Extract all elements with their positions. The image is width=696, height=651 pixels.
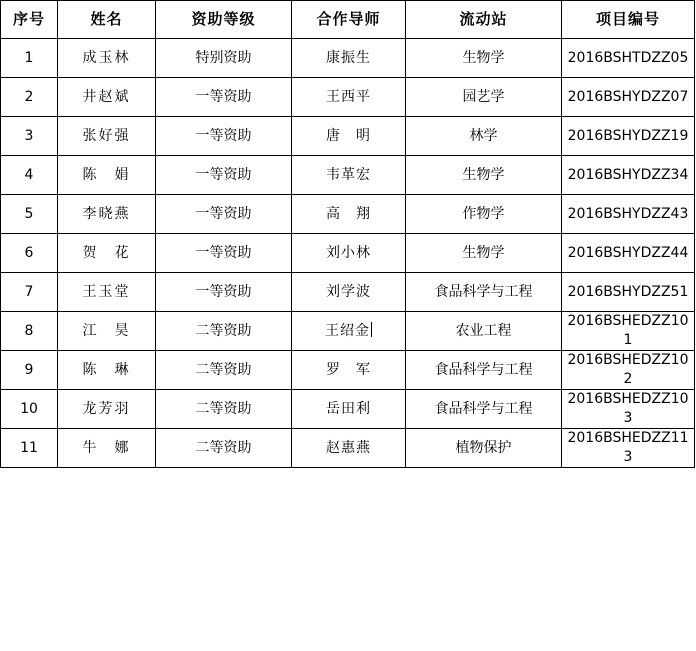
table-row	[1, 390, 695, 429]
cell-mentor: 唐 明	[292, 117, 406, 156]
cell-name: 王玉堂	[58, 273, 156, 312]
cell-level: 一等资助	[156, 273, 292, 312]
cell-index: 7	[1, 273, 58, 312]
cell-mentor: 岳田利	[292, 390, 406, 429]
column-header-station: 流动站	[406, 1, 562, 39]
column-header-level: 资助等级	[156, 1, 292, 39]
cell-index: 1	[1, 39, 58, 78]
cell-station: 植物保护	[406, 429, 562, 468]
cell-project-code: 2016BSHYDZZ07	[562, 78, 695, 117]
cell-level: 一等资助	[156, 156, 292, 195]
cell-station: 农业工程	[406, 312, 562, 351]
cell-mentor: 刘小林	[292, 234, 406, 273]
cell-level: 一等资助	[156, 117, 292, 156]
cell-project-code: 2016BSHYDZZ44	[562, 234, 695, 273]
cell-name: 牛 娜	[58, 429, 156, 468]
text-cursor	[371, 322, 372, 337]
cell-name: 成玉林	[58, 39, 156, 78]
cell-station: 园艺学	[406, 78, 562, 117]
cell-level: 二等资助	[156, 390, 292, 429]
cell-project-code: 2016BSHYDZZ51	[562, 273, 695, 312]
cell-station: 生物学	[406, 234, 562, 273]
cell-project-code: 2016BSHEDZZ102	[562, 351, 695, 390]
cell-mentor: 王西平	[292, 78, 406, 117]
table-row	[1, 156, 695, 195]
cell-index: 11	[1, 429, 58, 468]
cell-mentor: 赵惠燕	[292, 429, 406, 468]
cell-project-code: 2016BSHEDZZ103	[562, 390, 695, 429]
table-row	[1, 234, 695, 273]
table-row	[1, 273, 695, 312]
cell-station: 林学	[406, 117, 562, 156]
cell-mentor: 韦革宏	[292, 156, 406, 195]
cell-name: 张好强	[58, 117, 156, 156]
cell-project-code: 2016BSHYDZZ43	[562, 195, 695, 234]
cell-name: 龙芳羽	[58, 390, 156, 429]
table-row	[1, 117, 695, 156]
cell-station: 食品科学与工程	[406, 390, 562, 429]
cell-station: 食品科学与工程	[406, 351, 562, 390]
cell-project-code: 2016BSHYDZZ19	[562, 117, 695, 156]
column-header-name: 姓名	[58, 1, 156, 39]
cell-index: 6	[1, 234, 58, 273]
cell-name: 陈 娟	[58, 156, 156, 195]
table-row	[1, 351, 695, 390]
column-header-mentor: 合作导师	[292, 1, 406, 39]
cell-level: 一等资助	[156, 78, 292, 117]
cell-mentor: 高 翔	[292, 195, 406, 234]
cell-index: 2	[1, 78, 58, 117]
cell-project-code: 2016BSHEDZZ101	[562, 312, 695, 351]
cell-index: 3	[1, 117, 58, 156]
cell-index: 9	[1, 351, 58, 390]
table-row	[1, 312, 695, 351]
cell-mentor: 罗 军	[292, 351, 406, 390]
table-row	[1, 39, 695, 78]
cell-index: 5	[1, 195, 58, 234]
cell-index: 8	[1, 312, 58, 351]
table-body	[1, 39, 695, 468]
cell-station: 作物学	[406, 195, 562, 234]
cell-mentor: 刘学波	[292, 273, 406, 312]
table-row	[1, 78, 695, 117]
table-header	[1, 1, 695, 39]
cell-level: 一等资助	[156, 234, 292, 273]
cell-station: 生物学	[406, 156, 562, 195]
column-header-index: 序号	[1, 1, 58, 39]
cell-name: 井赵斌	[58, 78, 156, 117]
cell-level: 特别资助	[156, 39, 292, 78]
table-row	[1, 429, 695, 468]
cell-project-code: 2016BSHYDZZ34	[562, 156, 695, 195]
table-header-row	[1, 1, 695, 39]
column-header-code: 项目编号	[562, 1, 695, 39]
cell-name: 贺 花	[58, 234, 156, 273]
cell-station: 生物学	[406, 39, 562, 78]
cell-mentor: 康振生	[292, 39, 406, 78]
cell-index: 4	[1, 156, 58, 195]
cell-station: 食品科学与工程	[406, 273, 562, 312]
cell-index: 10	[1, 390, 58, 429]
cell-name: 李晓燕	[58, 195, 156, 234]
cell-project-code: 2016BSHTDZZ05	[562, 39, 695, 78]
cell-level: 二等资助	[156, 429, 292, 468]
cell-level: 二等资助	[156, 312, 292, 351]
cell-project-code: 2016BSHEDZZ113	[562, 429, 695, 468]
table-row	[1, 195, 695, 234]
cell-mentor: 王绍金	[292, 312, 406, 351]
cell-name: 江 昊	[58, 312, 156, 351]
cell-name: 陈 琳	[58, 351, 156, 390]
cell-level: 二等资助	[156, 351, 292, 390]
cell-level: 一等资助	[156, 195, 292, 234]
